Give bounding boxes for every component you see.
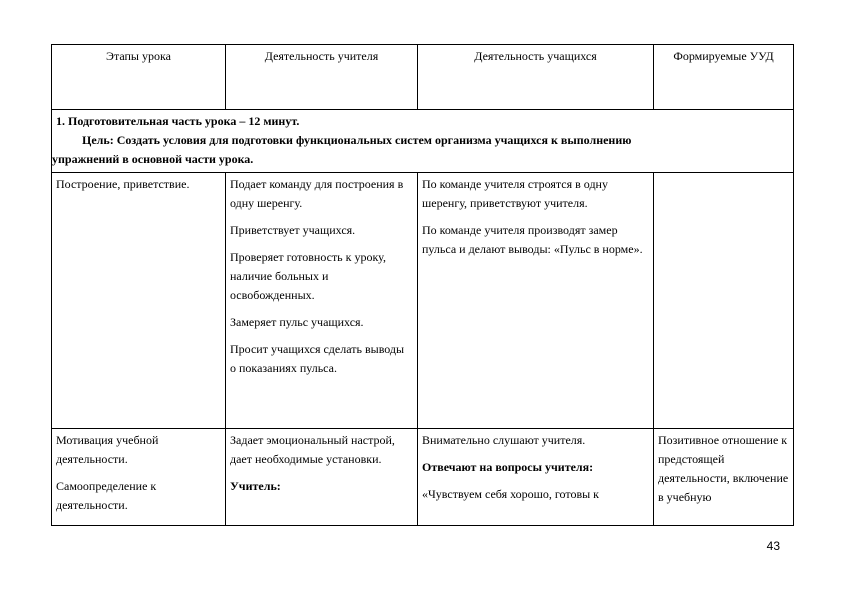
stage-item: Самоопределение к деятельности. xyxy=(56,479,157,512)
teacher-action: Подает команду для построения в одну шеренгу. xyxy=(230,177,404,210)
stage-title: 1. Подготовительная часть урока – 12 минут. xyxy=(56,114,300,128)
stage-description xyxy=(52,110,794,173)
cell-stage xyxy=(52,429,226,526)
students-action: Внимательно слушают учителя. xyxy=(422,433,586,447)
cell-stage: Построение, приветствие. xyxy=(52,173,226,429)
students-action-bold: Отвечают на вопросы учителя: xyxy=(422,460,594,474)
students-quote: «Чувствуем себя хорошо, готовы к xyxy=(422,487,599,501)
cell-teacher xyxy=(226,429,418,526)
header-uud: Формируемые УУД xyxy=(654,45,794,110)
header-teacher-activity: Деятельность учителя xyxy=(226,45,418,110)
stage-goal: Цель: Создать условия для подготовки функциональных систем организма учащихся к выполнению xyxy=(82,133,632,147)
stage-row xyxy=(52,110,794,173)
teacher-label: Учитель: xyxy=(230,479,281,493)
header-row xyxy=(52,45,794,110)
teacher-action: Задает эмоциональный настрой, дает необходимые установки. xyxy=(230,433,395,466)
header-students-activity: Деятельность учащихся xyxy=(418,45,654,110)
students-action: По команде учителя строятся в одну шеренгу, приветствуют учителя. xyxy=(422,177,608,210)
page-number: 43 xyxy=(766,539,780,553)
teacher-action: Замеряет пульс учащихся. xyxy=(230,315,364,329)
teacher-action: Проверяет готовность к уроку, наличие больных и освобожденных. xyxy=(230,250,386,302)
cell-students xyxy=(418,173,654,429)
lesson-plan-table xyxy=(51,44,794,526)
table-row xyxy=(52,429,794,526)
teacher-action: Приветствует учащихся. xyxy=(230,223,356,237)
cell-uud: Позитивное отношение к предстоящей деятельности, включение в учебную xyxy=(654,429,794,526)
students-action: По команде учителя производят замер пульса и делают выводы: «Пульс в норме». xyxy=(422,223,643,256)
cell-uud xyxy=(654,173,794,429)
cell-teacher xyxy=(226,173,418,429)
stage-goal-continued: упражнений в основной части урока. xyxy=(52,152,254,166)
teacher-action: Просит учащихся сделать выводы о показаниях пульса. xyxy=(230,342,405,375)
cell-students xyxy=(418,429,654,526)
stage-item: Мотивация учебной деятельности. xyxy=(56,433,159,466)
header-stages: Этапы урока xyxy=(52,45,226,110)
table-row xyxy=(52,173,794,429)
